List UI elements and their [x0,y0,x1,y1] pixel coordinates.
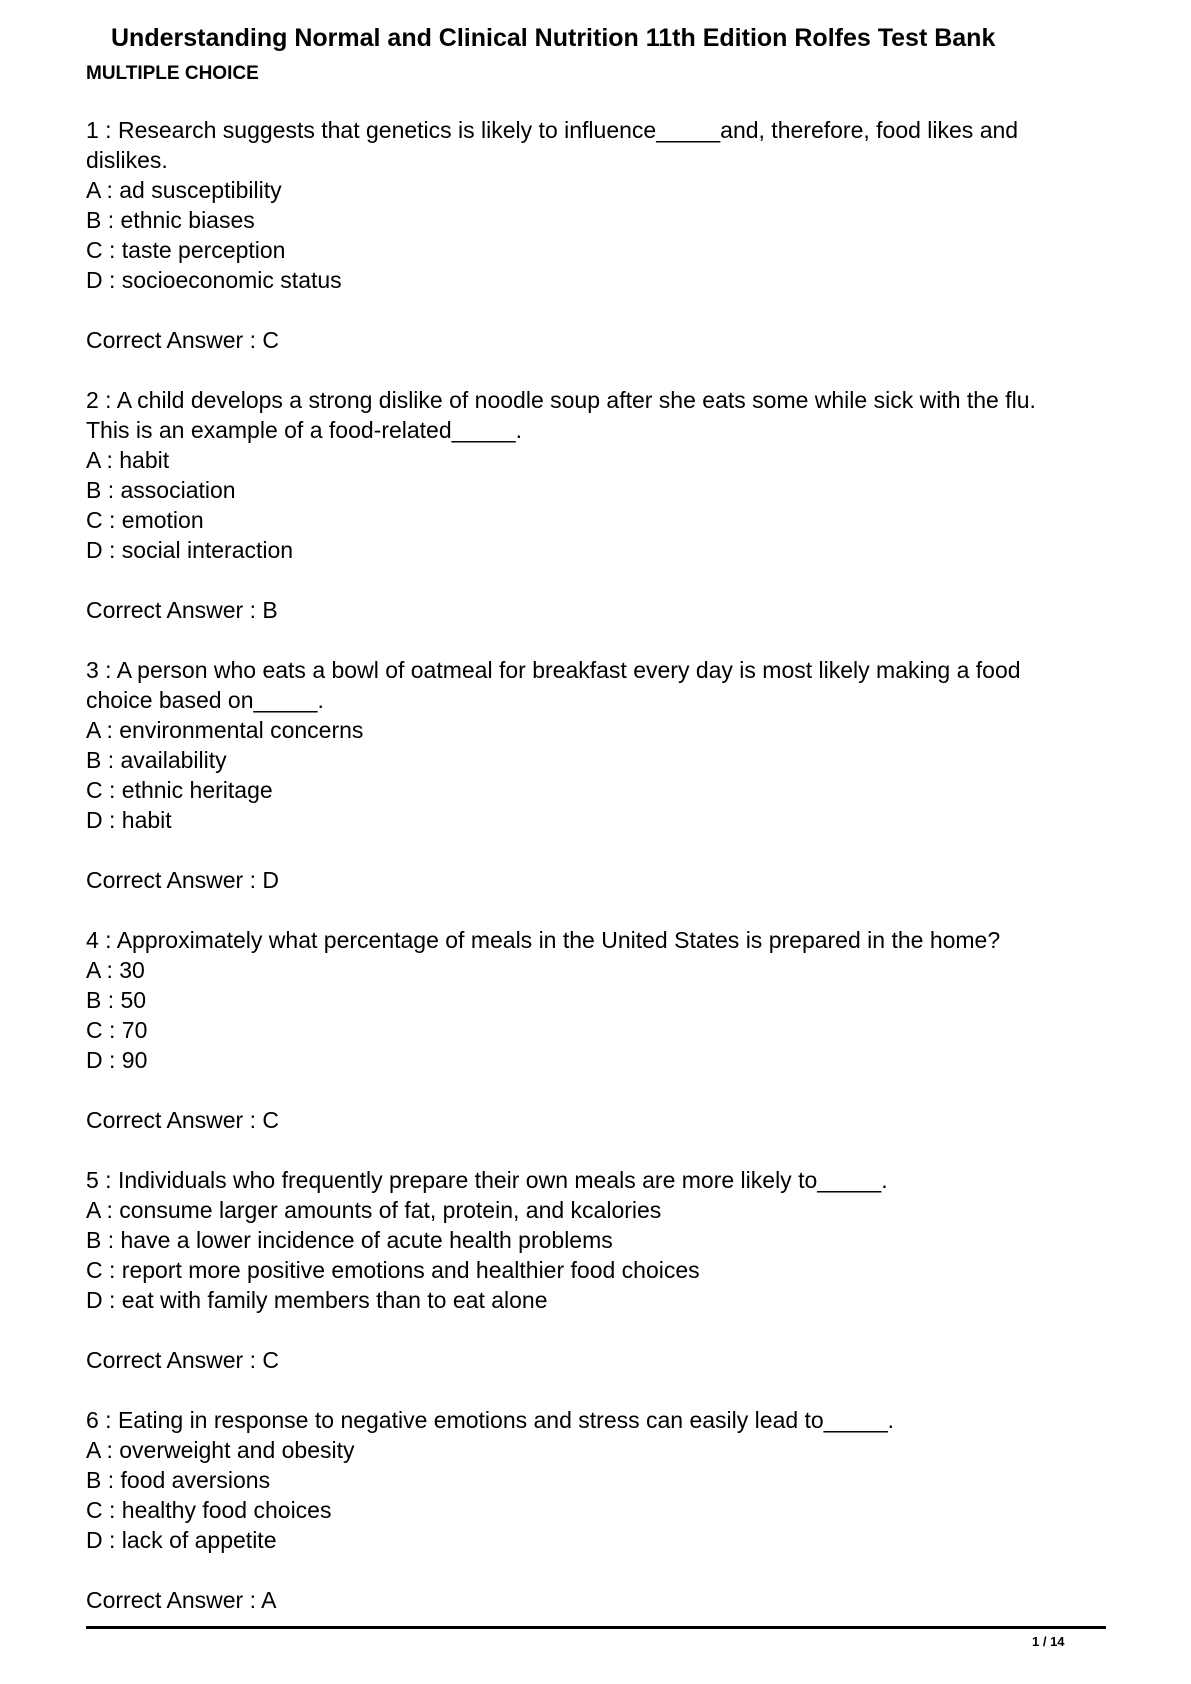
question-text: 6 : Eating in response to negative emotions and stress can easily lead to_____. [86,1407,895,1433]
question-item [86,385,1116,655]
question-text: 4 : Approximately what percentage of meals in the United States is prepared in the home? [86,927,1001,953]
question-item [86,115,1116,385]
correct-answer: Correct Answer : C [86,1107,279,1133]
question-text: 2 : A child develops a strong dislike of noodle soup after she eats some while sick with the flu. [86,387,1036,413]
correct-answer: Correct Answer : D [86,867,279,893]
answer-option: A : consume larger amounts of fat, protein, and kcalories [86,1197,662,1223]
answer-option: C : ethnic heritage [86,777,273,803]
answer-option: B : food aversions [86,1467,271,1493]
question-item [86,1405,1116,1645]
answer-option: A : 30 [86,957,145,983]
question-item [86,1165,1116,1405]
page-number: 1 / 14 [1032,1634,1065,1649]
answer-option: C : taste perception [86,237,286,263]
answer-option: B : 50 [86,987,147,1013]
question-text: dislikes. [86,147,168,173]
answer-option: D : eat with family members than to eat alone [86,1287,548,1313]
answer-option: A : ad susceptibility [86,177,282,203]
footer-divider [86,1626,1106,1629]
spacer [86,835,1116,865]
answer-option: B : ethnic biases [86,207,255,233]
answer-option: A : overweight and obesity [86,1437,355,1463]
spacer [86,355,1116,385]
spacer [86,625,1116,655]
correct-answer: Correct Answer : A [86,1587,277,1613]
answer-option: D : 90 [86,1047,148,1073]
document-title: Understanding Normal and Clinical Nutrition 11th Edition Rolfes Test Bank [111,24,996,52]
question-item [86,925,1116,1165]
correct-answer: Correct Answer : B [86,597,278,623]
answer-option: A : environmental concerns [86,717,364,743]
question-text: 5 : Individuals who frequently prepare their own meals are more likely to_____. [86,1167,888,1193]
correct-answer: Correct Answer : C [86,327,279,353]
answer-option: B : availability [86,747,227,773]
answer-option: B : have a lower incidence of acute health problems [86,1227,613,1253]
answer-option: B : association [86,477,236,503]
answer-option: D : habit [86,807,172,833]
answer-option: C : healthy food choices [86,1497,332,1523]
answer-option: C : 70 [86,1017,148,1043]
answer-option: A : habit [86,447,170,473]
question-list [86,115,1116,1645]
answer-option: D : socioeconomic status [86,267,342,293]
answer-option: D : social interaction [86,537,294,563]
spacer [86,295,1116,325]
spacer [86,1135,1116,1165]
question-item [86,655,1116,925]
answer-option: C : report more positive emotions and healthier food choices [86,1257,700,1283]
correct-answer: Correct Answer : C [86,1347,279,1373]
spacer [86,565,1116,595]
question-text: choice based on_____. [86,687,324,713]
question-text: 1 : Research suggests that genetics is likely to influence_____and, therefore, food likes and [86,117,1019,143]
spacer [86,1075,1116,1105]
spacer [86,1375,1116,1405]
question-text: This is an example of a food-related_____. [86,417,522,443]
spacer [86,1555,1116,1585]
spacer [86,1615,1116,1645]
spacer [86,895,1116,925]
answer-option: D : lack of appetite [86,1527,277,1553]
section-heading: MULTIPLE CHOICE [86,63,259,84]
answer-option: C : emotion [86,507,204,533]
spacer [86,1315,1116,1345]
question-text: 3 : A person who eats a bowl of oatmeal for breakfast every day is most likely making a food [86,657,1021,683]
